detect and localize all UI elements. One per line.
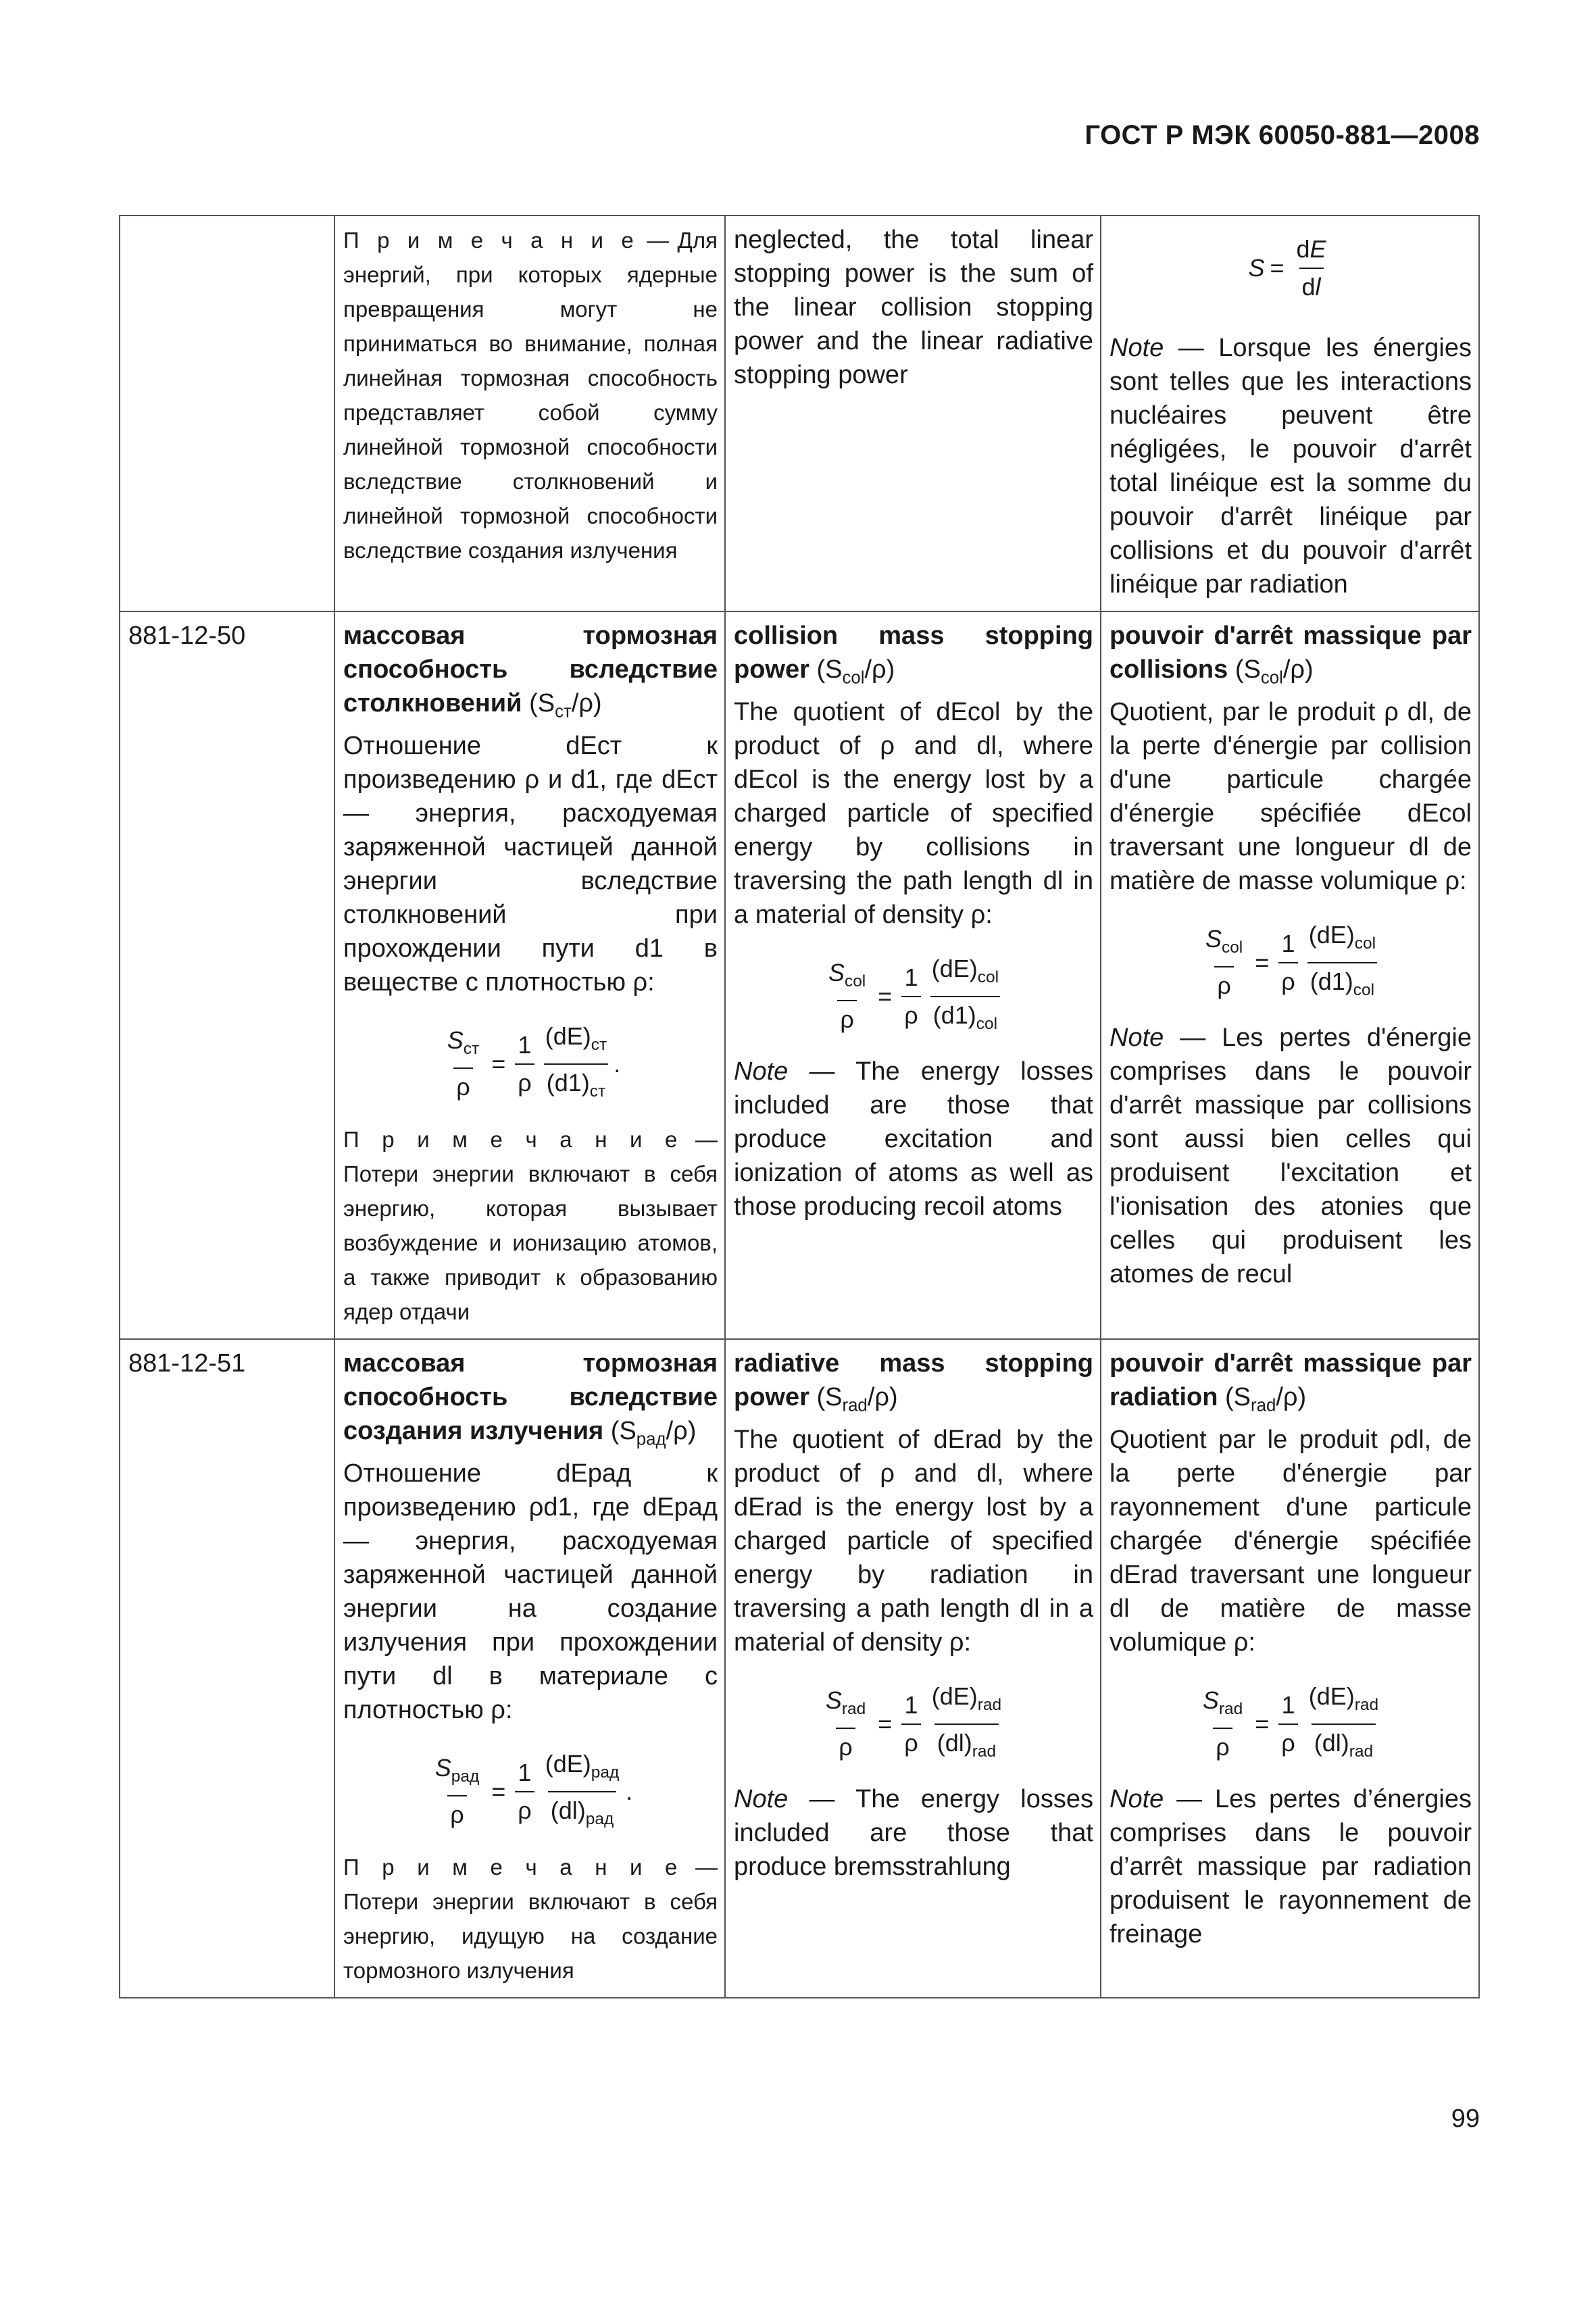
fr-formula: $\frac{S_{rad}}{\rho}$ = $\frac{1}{\rho}$ $\frac{(dE)_{rad}}{(dl)_{rad}}$ (1109, 1680, 1472, 1769)
en-symbol: $(S_{rad}/\rho)$ (816, 1382, 898, 1415)
table-row (120, 216, 1479, 611)
fr-cell (1101, 1339, 1479, 1998)
en-cell (725, 1339, 1101, 1998)
fr-formula: S = $\frac{dE}{dl}$ (1109, 232, 1472, 304)
ru-note: П р и м е ч а н и е — Для энергий, при которых ядерные превращения могут не приниматься во внимание, полная линейная тормозная способность представляет собой сумму линейной тормозной способности вследствие столкновений и линейной тормозной способности вследствие создания излучения (343, 228, 718, 563)
en-formula: $\frac{S_{rad}}{\rho}$ = $\frac{1}{\rho}$ $\frac{(dE)_{rad}}{(dl)_{rad}}$ (734, 1680, 1093, 1769)
ru-cell (334, 1339, 725, 1998)
ru-note: П р и м е ч а н и е — Потери энергии включают в себя энергию, которая вызывает возбуждение и ионизацию атомов, а также приводит к образованию ядер отдачи (343, 1126, 718, 1324)
number-cell (120, 216, 334, 611)
fr-symbol: $(S_{col}/\rho)$ (1235, 655, 1314, 688)
ru-definition: Отношение dEрад к произведению ρd1, где dEрад — энергия, расходуемая заряженной частицей данной энергии на создание излучения при прохождении пути dl в материале с плотностью ρ: (343, 1459, 718, 1724)
fr-cell (1101, 216, 1479, 611)
ru-cell (334, 611, 725, 1339)
ru-symbol: $(S_{рад}/\rho)$ (610, 1416, 697, 1449)
fr-term: pouvoir d'arrêt massique par radiation (1109, 1349, 1472, 1411)
fr-note: Note — Les pertes d'énergie comprises dans le pouvoir d'arrêt massique par collisions sont aussi bien celles qui produisent l'excitation et l'ionisation des atonies que celles qui produisent les atomes de recul (1109, 1023, 1472, 1288)
fr-note: Note — Les pertes d’énergies comprises dans le pouvoir d’arrêt massique par radiation produisent le rayonnement de freinage (1109, 1784, 1472, 1948)
en-symbol: $(S_{col}/\rho)$ (816, 655, 895, 688)
fr-definition: Quotient, par le produit ρ dl, de la perte d'énergie par collision d'une particule chargée d'énergie spécifiée dEcol traversant une longueur dl de matière de masse volumique ρ: (1109, 697, 1472, 895)
fr-formula: $\frac{S_{col}}{\rho}$ = $\frac{1}{\rho}$ $\frac{(dE)_{col}}{(d1)_{col}}$ (1109, 918, 1472, 1007)
ru-formula: $\frac{S_{ст}}{\rho}$ = $\frac{1}{\rho}$ $\frac{(dE)_{ст}}{(d1)_{ст}}$ . (343, 1020, 718, 1109)
ru-cell (334, 216, 725, 611)
table-row (120, 1339, 1479, 1998)
fr-note: Note — Lorsque les énergies sont telles que les interactions nucléaires peuvent être négligées, le pouvoir d'arrêt total linéique est la somme du pouvoir d'arrêt linéique par collisions et du pouvoir d'arrêt linéique par radiation (1109, 334, 1472, 599)
ru-symbol: $(S_{ст}/\rho)$ (529, 689, 602, 722)
ru-term: массовая тормозная способность вследствие создания излучения (343, 1349, 718, 1445)
en-text: neglected, the total linear stopping power is the sum of the linear collision stopping power and the linear radiative stopping power (734, 226, 1093, 389)
ru-term: массовая тормозная способность вследствие столкновений (343, 622, 718, 718)
page-number: 99 (1451, 2105, 1480, 2133)
en-term: radiative mass stopping power (734, 1349, 1093, 1411)
terms-table (119, 215, 1480, 1998)
en-term: collision mass stopping power (734, 622, 1093, 684)
standard-header: ГОСТ Р МЭК 60050-881—2008 (1084, 120, 1480, 150)
en-note: Note — The energy losses included are those that produce bremsstrahlung (734, 1784, 1093, 1881)
en-definition: The quotient of dEcol by the product of ρ and dl, where dEcol is the energy lost by a charged particle of specified energy by collisions in traversing the path length dl in a material of density ρ: (734, 697, 1093, 929)
entry-number: 881-12-50 (120, 611, 334, 1339)
ru-formula: $\frac{S_{рад}}{\rho}$ = $\frac{1}{\rho}$ $\frac{(dE)_{рад}}{(dl)_{рад}}$ . (343, 1747, 718, 1836)
fr-term: pouvoir d'arrêt massique par collisions (1109, 622, 1472, 684)
fr-cell (1101, 611, 1479, 1339)
fr-symbol: $(S_{rad}/\rho)$ (1225, 1382, 1307, 1415)
en-definition: The quotient of dErad by the product of ρ and dl, where dErad is the energy lost by a charged particle of specified energy by radiation in traversing a path length dl in a material of density ρ: (734, 1425, 1093, 1657)
en-note: Note — The energy losses included are those that produce excitation and ionization of atoms as well as those producing recoil atoms (734, 1057, 1093, 1221)
ru-definition: Отношение dEст к произведению ρ и d1, где dEст — энергия, расходуемая заряженной частицей данной энергии вследствие столкновений при прохождении пути d1 в веществе с плотностью ρ: (343, 731, 718, 997)
en-cell (725, 611, 1101, 1339)
en-cell (725, 216, 1101, 611)
entry-number: 881-12-51 (120, 1339, 334, 1998)
en-formula: $\frac{S_{col}}{\rho}$ = $\frac{1}{\rho}$ $\frac{(dE)_{col}}{(d1)_{col}}$ (734, 952, 1093, 1041)
ru-note: П р и м е ч а н и е — Потери энергии включают в себя энергию, идущую на создание тормозного излучения (343, 1854, 718, 1983)
fr-definition: Quotient par le produit ρdl, de la perte d'énergie par rayonnement d'une particule chargée d'énergie spécifiée dErad traversant une longueur dl de matière de masse volumique ρ: (1109, 1425, 1472, 1657)
table-row (120, 611, 1479, 1339)
